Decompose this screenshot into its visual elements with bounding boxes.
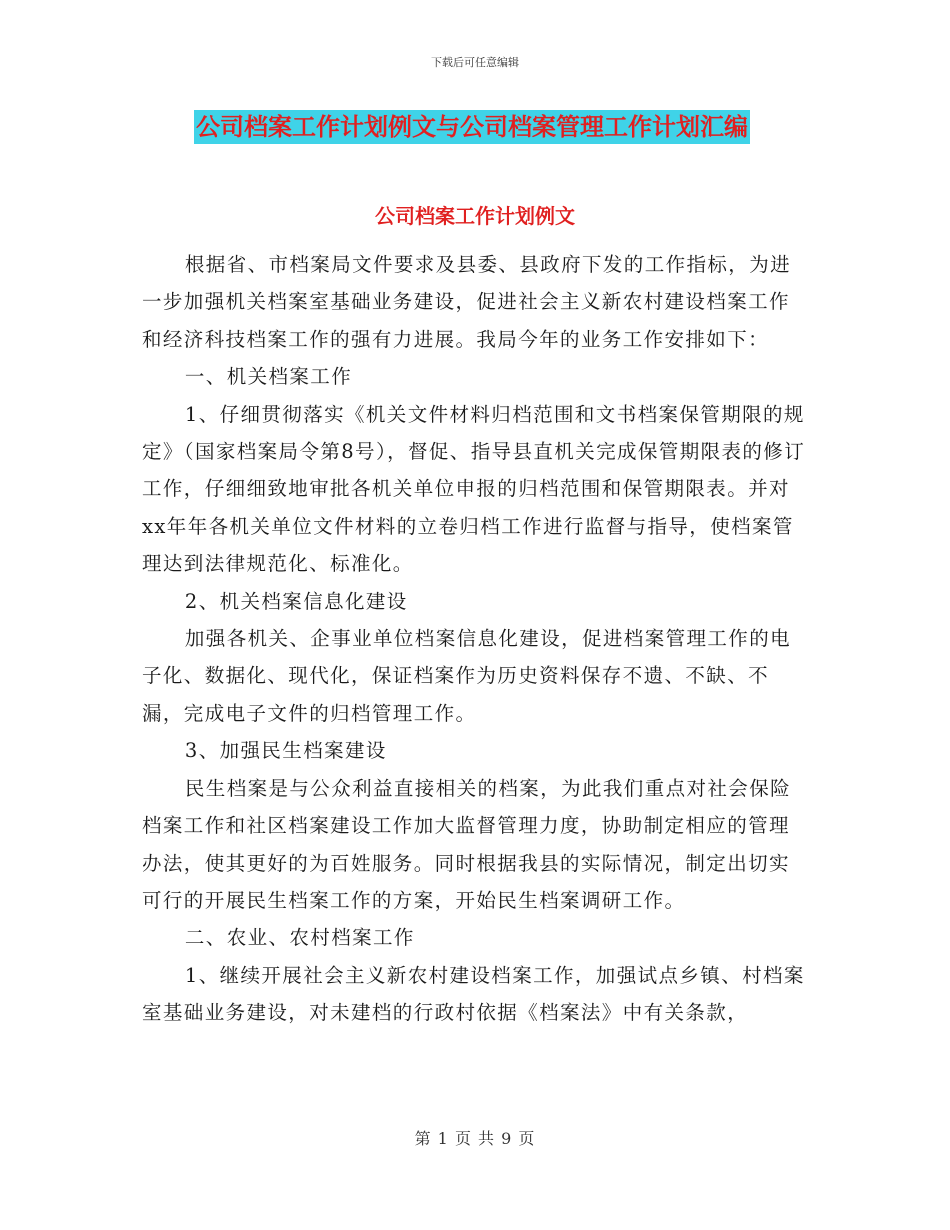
section-title: 公司档案工作计划例文: [375, 204, 575, 228]
paragraph-informatization: 加强各机关、企事业单位档案信息化建设，促进档案管理工作的电子化、数据化、现代化，保证档案作为历史资料保存不遗、不缺、不漏，完成电子文件的归档管理工作。: [142, 627, 791, 725]
page-number: 第 1 页 共 9 页: [414, 1129, 536, 1148]
heading-rural-archives: 二、农业、农村档案工作: [184, 926, 415, 950]
heading-agency-archives: 一、机关档案工作: [184, 365, 353, 389]
paragraph-livelihood: 民生档案是与公众利益直接相关的档案，为此我们重点对社会保险档案工作和社区档案建设工作加大监督管理力度，协助制定相应的管理办法，使其更好的为百姓服务。同时根据我县的实际情况，制定出切实可行的开展民生档案工作的方案，开始民生档案调研工作。: [142, 776, 791, 912]
heading-livelihood-archives: 3、加强民生档案建设: [184, 739, 387, 763]
paragraph-intro: 根据省、市档案局文件要求及县委、县政府下发的工作指标，为进一步加强机关档案室基础业务建设，促进社会主义新农村建设档案工作和经济科技档案工作的强有力进展。我局今年的业务工作安排如下：: [142, 253, 791, 351]
document-title: 公司档案工作计划例文与公司档案管理工作计划汇编: [194, 110, 750, 144]
paragraph-item-1: 1、仔细贯彻落实《机关文件材料归档范围和文书档案保管期限的规定》（国家档案局令第8号），督促、指导县直机关完成保管期限表的修订工作，仔细细致地审批各机关单位申报的归档范围和保管期限表。并对xx年年各机关单位文件材料的立卷归档工作进行监督与指导，使档案管理达到法律规范化、标准化。: [142, 402, 806, 576]
heading-informatization: 2、机关档案信息化建设: [184, 589, 408, 613]
page-header-note: 下载后可任意编辑: [431, 56, 519, 69]
document-body: [142, 246, 810, 1032]
paragraph-rural-item-1: 1、继续开展社会主义新农村建设档案工作，加强试点乡镇、村档案室基础业务建设，对未建档的行政村依据《档案法》中有关条款，: [142, 963, 805, 1025]
